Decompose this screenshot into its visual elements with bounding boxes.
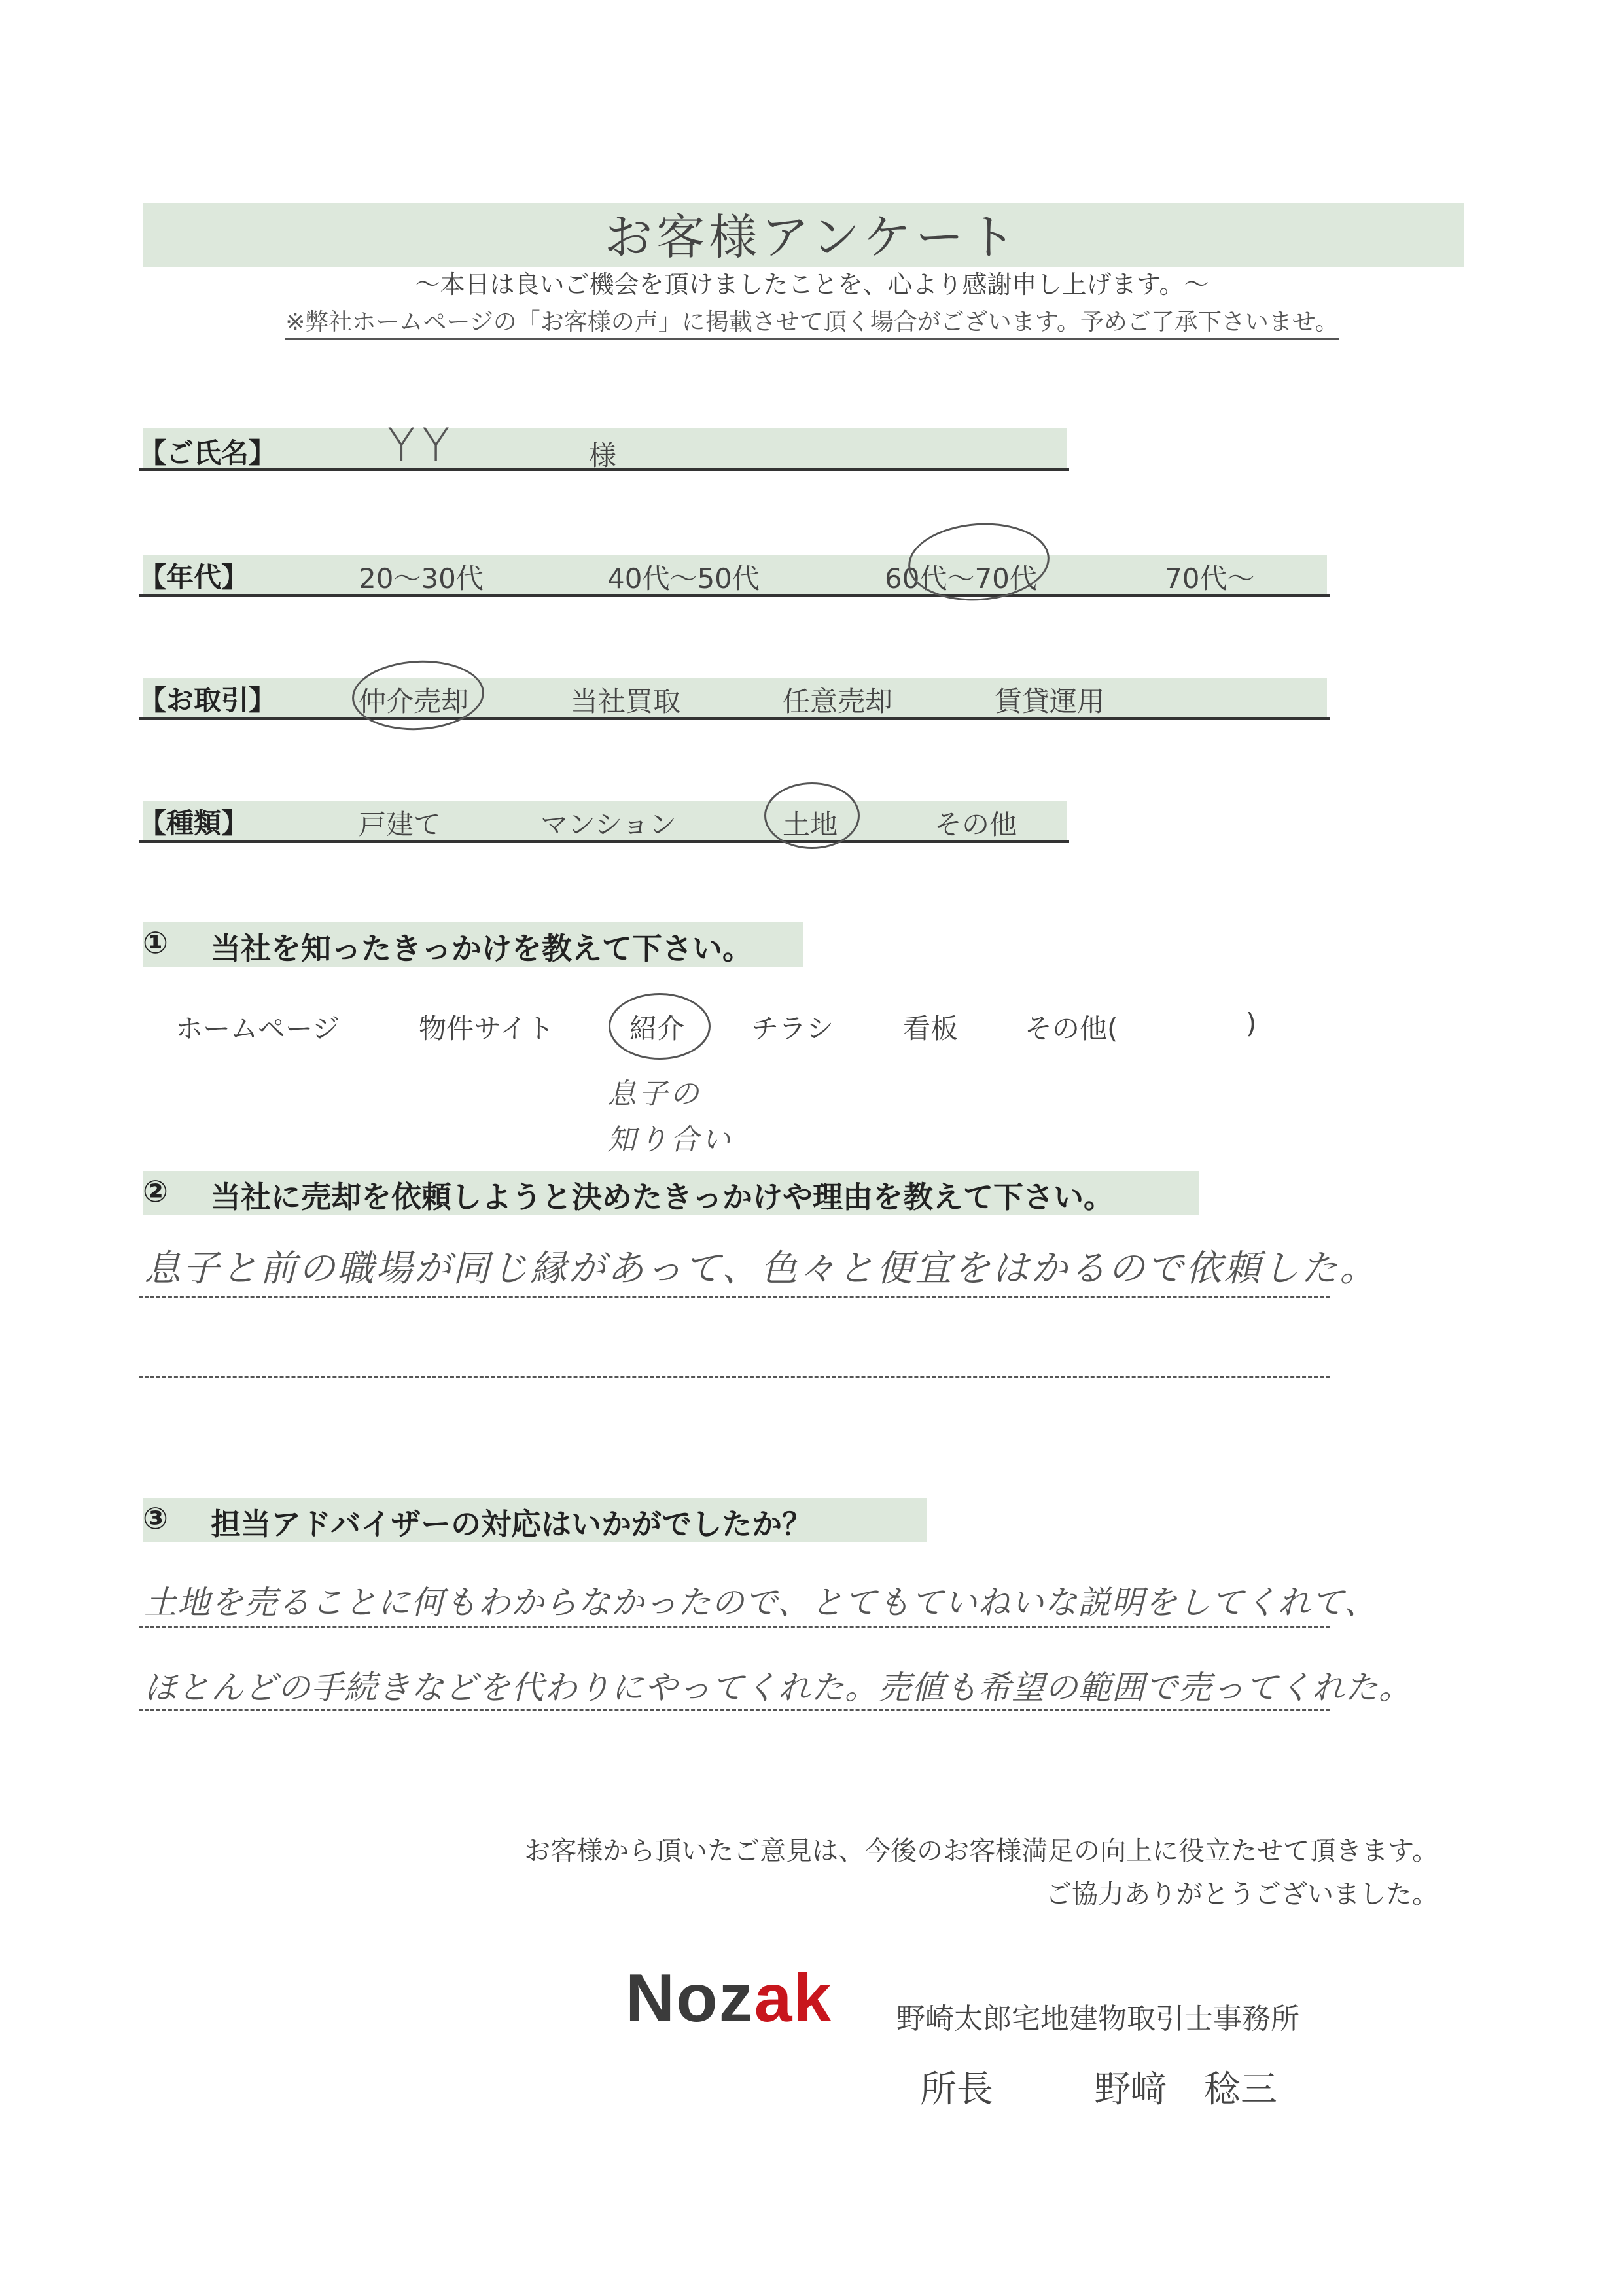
- q3-question: 担当アドバイザーの対応はいかがでしたか？: [211, 1506, 813, 1542]
- transaction-band: [143, 678, 1327, 720]
- property-label: 【種類】: [139, 807, 249, 839]
- transaction-option-voluntary-sale[interactable]: 任意売却: [783, 686, 893, 718]
- q2-answer-line-2: [139, 1376, 1330, 1378]
- q3-answer-line1[interactable]: 土地を売ることに何もわからなかったので、とてもていねいな説明をしてくれて、: [144, 1584, 1377, 1622]
- transaction-option-brokerage[interactable]: 仲介売却: [359, 686, 469, 718]
- property-option-land[interactable]: 土地: [783, 809, 838, 841]
- property-selected-circle: [764, 782, 860, 849]
- page-title: お客様アンケート: [604, 209, 1020, 266]
- transaction-selected-circle: [350, 657, 485, 733]
- age-option-20-30[interactable]: 20～30代: [359, 563, 484, 595]
- nozak-logo: [626, 1960, 832, 2038]
- q2-answer[interactable]: 息子と前の職場が同じ縁があって、色々と便宜をはかるので依頼した。: [144, 1247, 1379, 1290]
- customer-name[interactable]: YY: [387, 419, 457, 472]
- q3-answer-rule-1: [139, 1626, 1330, 1628]
- transaction-option-rental[interactable]: 賃貸運用: [995, 686, 1105, 718]
- property-option-house[interactable]: 戸建て: [359, 809, 442, 841]
- q1-question: 当社を知ったきっかけを教えて下さい。: [211, 931, 752, 966]
- age-label: 【年代】: [139, 561, 249, 593]
- logo-accent-text: ak: [754, 1960, 833, 2036]
- transaction-option-direct-purchase[interactable]: 当社買取: [571, 686, 681, 718]
- q1-handwritten-note-line2[interactable]: 知り合い: [607, 1123, 733, 1157]
- q1-other-close-paren: ): [1246, 1007, 1257, 1039]
- q2-answer-line-1: [139, 1296, 1330, 1298]
- q1-option-signboard[interactable]: 看板: [903, 1013, 959, 1045]
- page-subtitle: ～本日は良いご機会を頂けましたことを、心より感謝申し上げます。～: [415, 270, 1209, 299]
- firm-name: 野崎太郎宅地建物取引士事務所: [896, 2002, 1299, 2036]
- q2-question: 当社に売却を依頼しようと決めたきっかけや理由を教えて下さい。: [211, 1179, 1114, 1215]
- name-label: 【ご氏名】: [139, 437, 277, 469]
- q1-option-referral[interactable]: 紹介: [629, 1013, 685, 1045]
- signatory-role: 所長: [920, 2068, 993, 2111]
- q1-selected-circle: [609, 993, 711, 1060]
- q1-option-homepage[interactable]: ホームページ: [175, 1013, 340, 1045]
- age-option-60-70[interactable]: 60代～70代: [885, 563, 1037, 595]
- name-suffix: 様: [589, 440, 617, 472]
- signatory-name: 野﨑 稔三: [1094, 2068, 1277, 2111]
- q2-number: ②: [143, 1174, 168, 1209]
- age-option-70-plus[interactable]: 70代～: [1165, 563, 1255, 595]
- q1-option-other[interactable]: その他(: [1025, 1013, 1118, 1045]
- property-option-other[interactable]: その他: [934, 809, 1017, 841]
- transaction-underline: [139, 717, 1330, 720]
- property-option-condo[interactable]: マンション: [540, 809, 677, 841]
- q1-option-flyer[interactable]: チラシ: [751, 1013, 834, 1045]
- q3-number: ③: [143, 1501, 168, 1536]
- q3-answer-rule-2: [139, 1709, 1330, 1711]
- publication-notice: ※弊社ホームページの「お客様の声」に掲載させて頂く場合がございます。予めご了承下さいませ。: [285, 309, 1339, 340]
- thanks-closing: ご協力ありがとうございました。: [1046, 1879, 1438, 1909]
- q1-handwritten-note-line1[interactable]: 息子の: [607, 1077, 701, 1111]
- logo-main-text: Noz: [626, 1960, 754, 2036]
- q3-answer-line2[interactable]: ほとんどの手続きなどを代わりにやってくれた。売値も希望の範囲で売ってくれた。: [144, 1669, 1412, 1707]
- q1-number: ①: [143, 925, 168, 960]
- notice-wrap: [0, 304, 1624, 337]
- q1-option-listing-site[interactable]: 物件サイト: [419, 1013, 555, 1045]
- transaction-label: 【お取引】: [139, 684, 277, 716]
- thanks-message: お客様から頂いたご意見は、今後のお客様満足の向上に役立たせて頂きます。: [524, 1836, 1438, 1866]
- age-option-40-50[interactable]: 40代～50代: [607, 563, 760, 595]
